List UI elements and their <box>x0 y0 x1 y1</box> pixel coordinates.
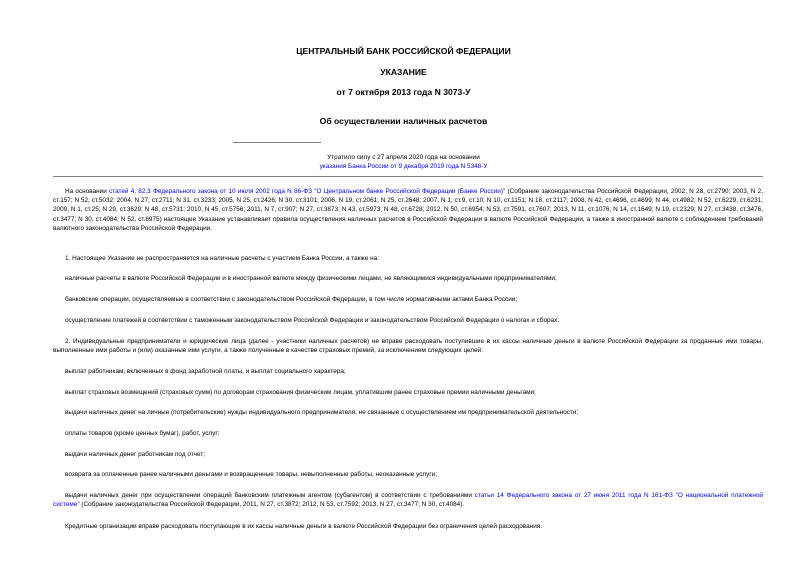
status-link[interactable]: указания Банка России от 9 декабря 2019 года N 5348-У <box>319 163 488 170</box>
paragraph-1a: наличные расчеты в валюте Российской Федерации и в иностранной валюте между физическими лицами, не являющимися индивидуальными предпринимателями; <box>65 275 557 282</box>
status-text: Утратило силу с 27 апреля 2020 года на основании <box>327 154 480 161</box>
paragraph-2b: выплат страховых возмещений (страховых сумм) по договорам страхования физическим лицам, уплатившим ранее страховые премии наличными деньгами; <box>65 389 536 396</box>
intro-text-before: На основании <box>65 188 110 195</box>
document-date-number: от 7 октября 2013 года N 3073-У <box>336 87 471 97</box>
paragraph-2g-after: (Собрание законодательства Российской Федерации, 2011, N 27, ст.3872; 2012, N 53, ст.7592; 2013, N 27, ст.3477; N 30, ст.4084). <box>79 501 465 509</box>
intro-paragraph <box>53 187 763 233</box>
payment-law-link[interactable]: статьи 14 Федерального закона от 27 июня 2011 года N 161-ФЗ "О национальной платежной системе" <box>53 492 763 509</box>
paragraph-1b: банковские операции, осуществляемые в соответствии с законодательством Российской Федерации, в том числе нормативными актами Банка России; <box>65 296 518 303</box>
document-type: УКАЗАНИЕ <box>380 67 427 77</box>
paragraph-2f: возврата за оплаченные ранее наличными деньгами и возвращенные товары, невыполненные работы, неоказанные услуги; <box>65 471 438 478</box>
document-subject: Об осуществлении наличных расчетов <box>319 116 488 126</box>
bank-title: ЦЕНТРАЛЬНЫЙ БАНК РОССИЙСКОЙ ФЕДЕРАЦИИ <box>296 46 511 56</box>
paragraph-2: 2. Индивидуальные предприниматели и юридические лица (далее - участники наличных расчетов) не вправе расходовать поступившие в их кассы наличные деньги в валюте Российской Федерации за проданные ими товары, выполненные ими работы и (или) оказанные ими услуги, а также полученные в качестве страховых премий, за исключением следующих целей: <box>53 338 763 355</box>
full-divider <box>53 176 763 177</box>
paragraph-2e: выдачи наличных денег работникам под отчет; <box>65 451 206 458</box>
intro-text-after: (Собрание законодательства Российской Федерации, 2002, N 28, ст.2790; 2003, N 2, ст.157; N 52, ст.5032; 2004, N 27, ст.2711; N 31, ст.3233; 2005, N 25, ст.2426; N 30, ст.3101; 2006, N 19, ст.2061; N 25, ст.2648; 2007, N 1, ст.9, ст.10; N 10, ст.1151; N 18, ст.2117; 2008, N 42, ст.4696, ст.4699; N 44, ст.4982; N 52, ст.6229, ст.6231; 2009, N 1, ст.25; N 29, ст.3629; N 48, ст.5731; 2010, N 45, ст.5756; 2011, N 7, ст.907; N 27, ст.3873; N 43, ст.5973; N 48, ст.6728; 2012, N 50, ст.6954; N 53, ст.7591, ст.7607; 2013, N 11, ст.1076; N 14, ст.1649; N 19, ст.2329; N 27, ст.3438, ст.3476, ст.3477; N 30, ст.4084; N 52, ст.6975) настоящее Указание устанавливает правила осуществления наличных расчетов в Российской Федерации в валюте Российской Федерации, а также в иностранной валюте с соблюдением требований валютного законодательства Российской Федерации. <box>53 188 763 232</box>
paragraph-1c: осуществление платежей в соответствии с таможенным законодательством Российской Федерации и законодательством Российской Федерации о налогах и сборах. <box>65 317 560 324</box>
paragraph-2a: выплат работникам, включенных в фонд заработной платы, и выплат социального характера; <box>65 368 346 375</box>
status-note <box>0 153 807 171</box>
paragraph-2d: оплаты товаров (кроме ценных бумаг), работ, услуг; <box>65 430 220 437</box>
intro-law-link[interactable]: статей 4, 82.3 Федерального закона от 10 июля 2002 года N 86-ФЗ "О Центральном банке Российской Федерации (Банке России)" <box>109 188 506 195</box>
paragraph-1: 1. Настоящее Указание не распространяется на наличные расчеты с участием Банка России, а также на: <box>65 255 379 262</box>
paragraph-2c: выдачи наличных денег на личные (потребительские) нужды индивидуального предпринимателя, не связанные с осуществлением им предпринимательской деятельности; <box>65 409 579 416</box>
paragraph-2g-before: выдачи наличных денег при осуществлении операций банковским платежным агентом (субагентом) в соответствии с требованиями <box>65 492 475 499</box>
short-divider <box>233 142 321 143</box>
paragraph-2g <box>53 491 763 509</box>
paragraph-3: Кредитные организации вправе расходовать поступающие в их кассы наличные деньги в валюте Российской Федерации без ограничения целей расходования. <box>65 523 542 530</box>
